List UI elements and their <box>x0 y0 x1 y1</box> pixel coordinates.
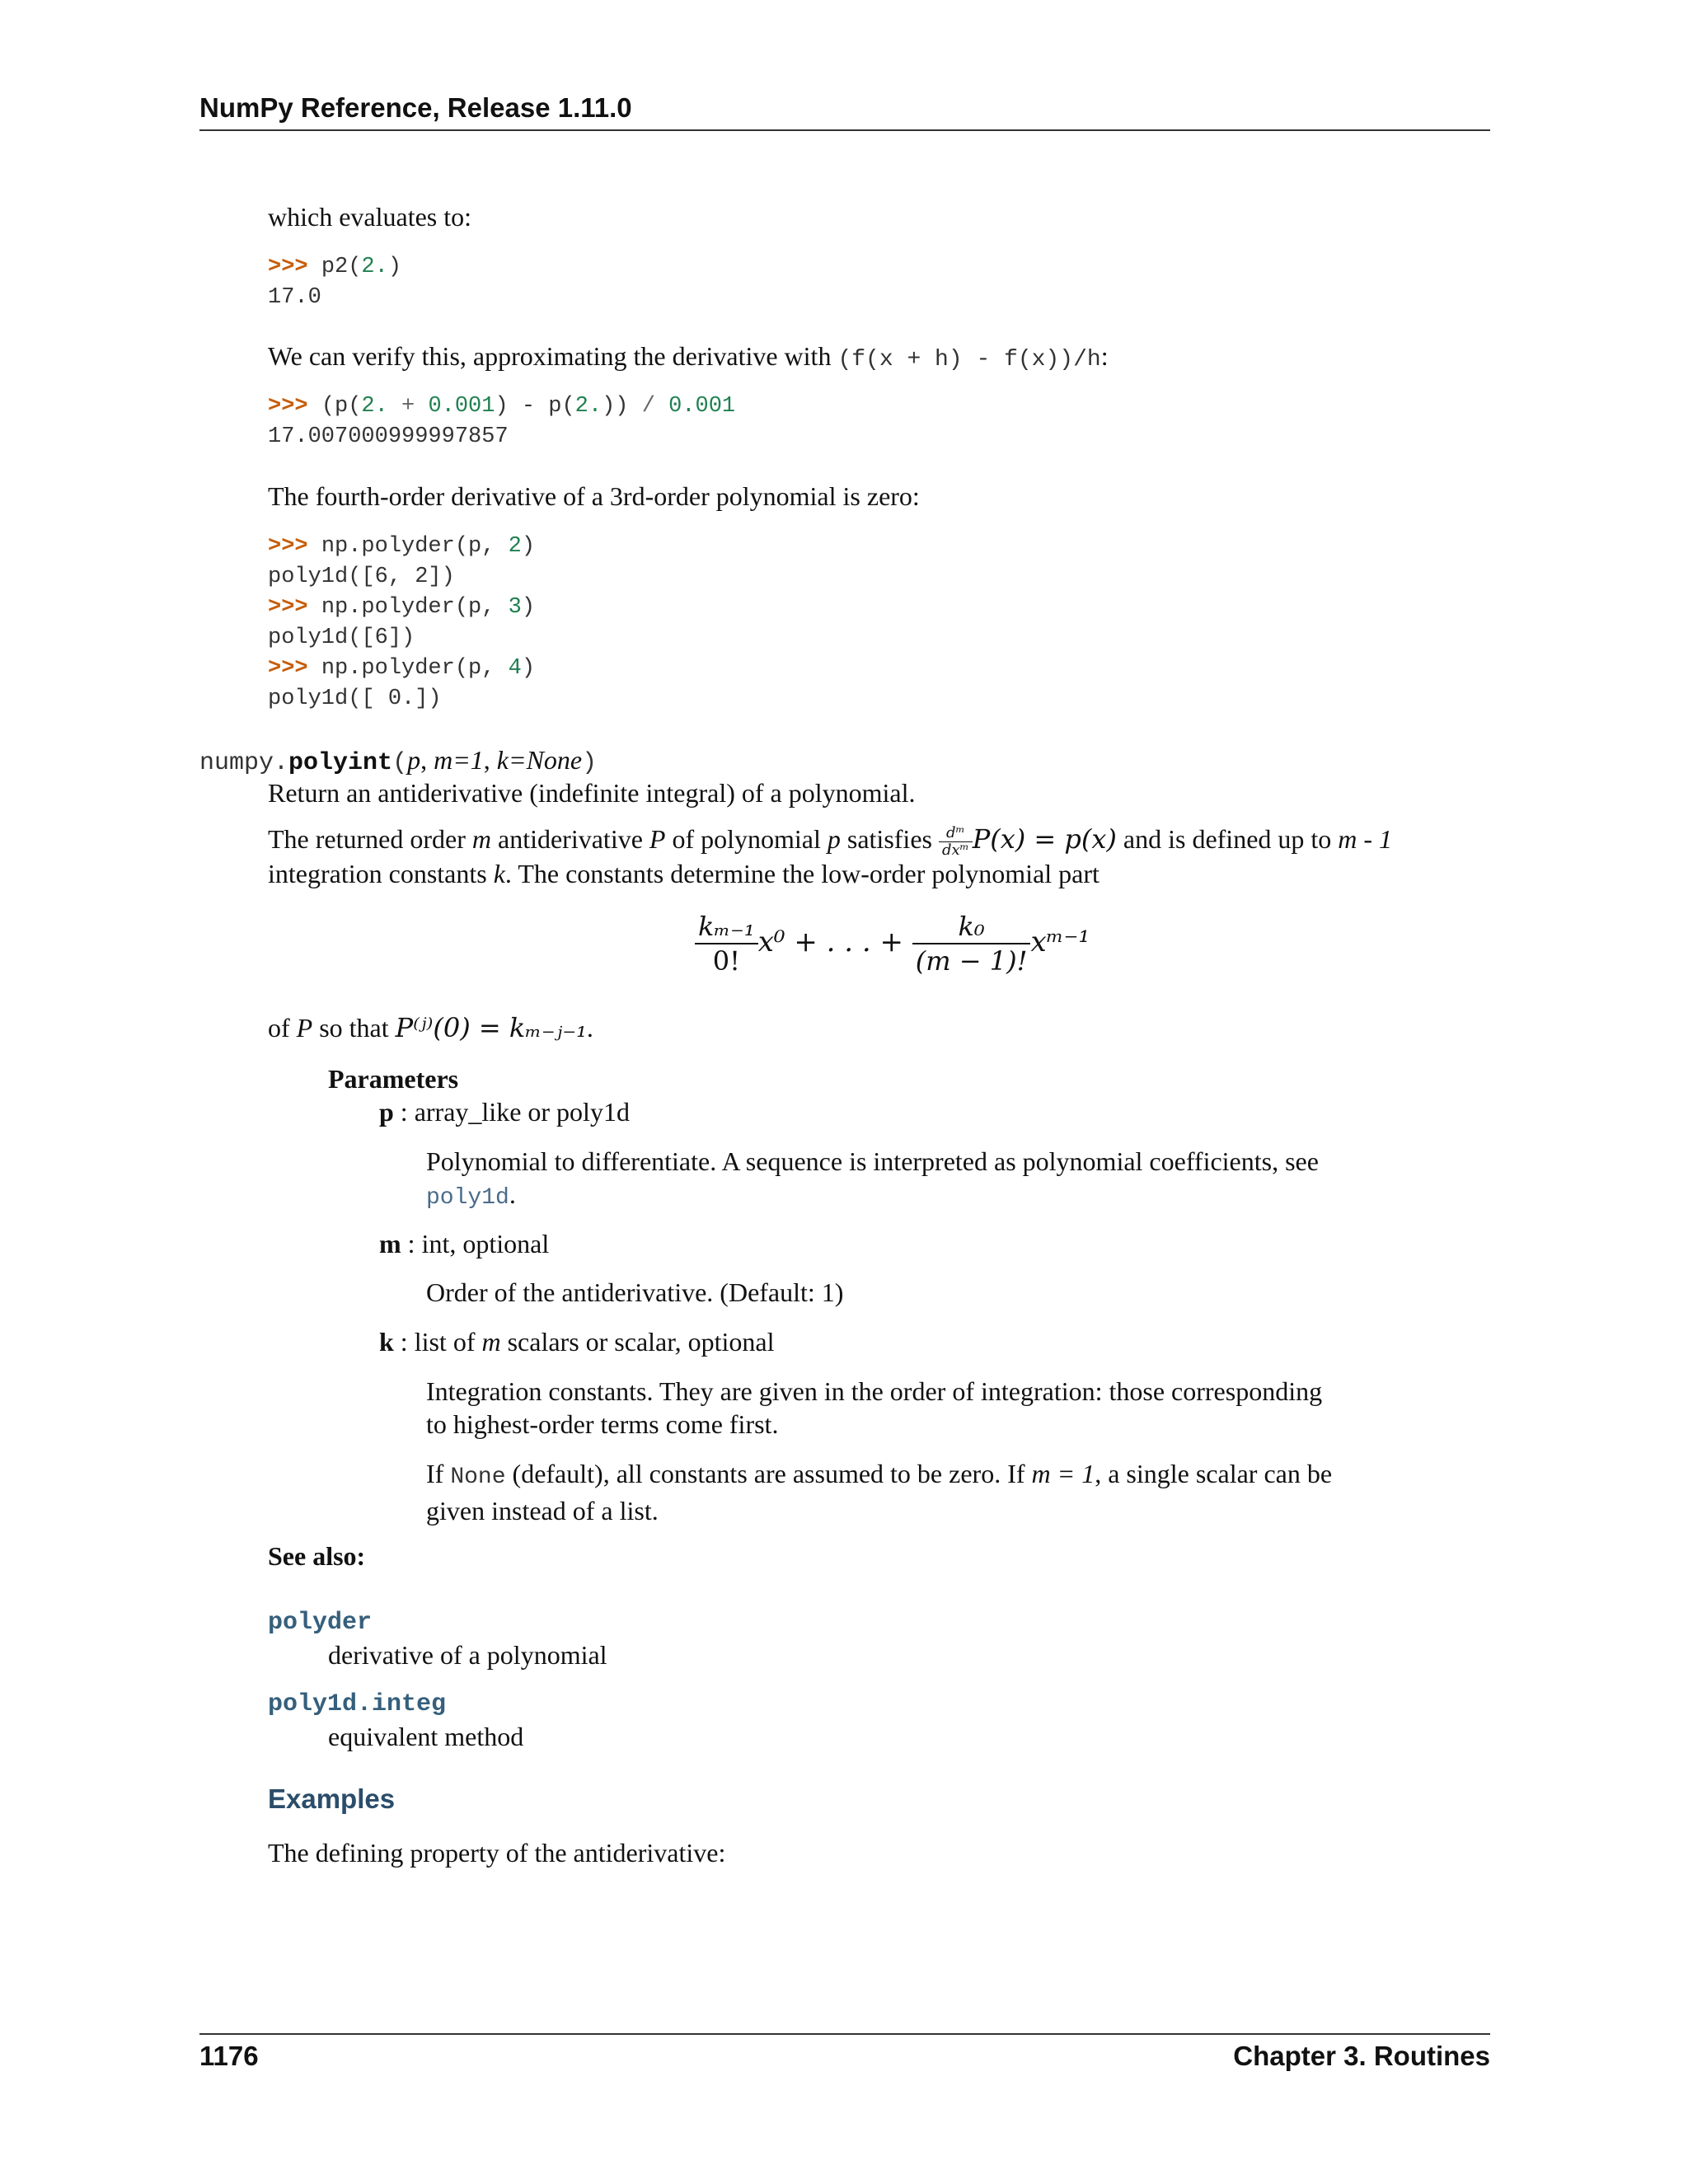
param-type: scalars or scalar, optional <box>507 1327 775 1357</box>
verify-text: We can verify this, approximating the derivative with <box>268 341 832 371</box>
code-close: ) <box>521 656 536 681</box>
math-equation: P⁽ʲ⁾(0) = kₘ₋ⱼ₋₁ <box>395 1012 587 1043</box>
param-type: : int, optional <box>407 1229 550 1258</box>
code-part: )) <box>602 394 629 419</box>
text: . <box>586 1013 593 1043</box>
code-call: np.polyder(p, <box>321 656 509 681</box>
frac-denominator: dxᵐ <box>941 841 969 860</box>
code-call: p2( <box>321 255 362 279</box>
code-close: ) <box>521 534 536 559</box>
signature-paren: ) <box>582 749 598 777</box>
signature-sep: , <box>420 745 434 775</box>
param-name: p <box>379 1097 394 1127</box>
signature-param: p <box>407 745 421 775</box>
text: . <box>509 1179 516 1209</box>
display-equation <box>695 910 1090 977</box>
see-also-polyder-link[interactable]: polyder <box>268 1609 373 1637</box>
param-m-desc: Order of the antiderivative. (Default: 1) <box>426 1277 844 1307</box>
examples-heading: Examples <box>268 1783 396 1814</box>
paragraph-evaluates: which evaluates to: <box>268 202 472 232</box>
page-number: 1176 <box>199 2041 259 2071</box>
code-close: ) <box>521 595 536 620</box>
derivative-fraction <box>939 825 973 859</box>
text: antiderivative <box>497 824 643 854</box>
eq-tail: xᵐ⁻¹ <box>1030 926 1090 958</box>
math-m: m <box>471 824 491 854</box>
code-prompt: >>> <box>268 656 308 681</box>
math-p: p <box>827 824 841 854</box>
code-call: np.polyder(p, <box>321 595 509 620</box>
code-output: 17.0 <box>268 285 321 310</box>
param-p-line <box>379 1095 630 1128</box>
code-output: 17.007000999997857 <box>268 424 509 449</box>
text: If <box>426 1459 444 1488</box>
paragraph-fourth-order: The fourth-order derivative of a 3rd-order polynomial is zero: <box>268 481 920 511</box>
verify-code: (f(x + h) - f(x))/h <box>837 347 1101 373</box>
text: given instead of a list. <box>426 1496 659 1526</box>
frac-denominator: (m − 1)! <box>915 945 1028 977</box>
code-block-p2 <box>268 252 401 313</box>
header-rule <box>199 129 1490 131</box>
code-arg: 2. <box>361 255 388 279</box>
code-operator: / <box>641 394 655 419</box>
text: satisfies <box>846 824 932 854</box>
param-k-desc-2 <box>426 1457 1332 1527</box>
param-desc: Polynomial to differentiate. A sequence is interpreted as polynomial coefficients, see <box>426 1146 1319 1176</box>
param-name: k <box>379 1327 394 1357</box>
see-also-poly1d-integ-link[interactable]: poly1d.integ <box>268 1690 447 1718</box>
text: integration constants <box>268 859 487 888</box>
poly1d-link[interactable]: poly1d <box>426 1185 509 1211</box>
frac-numerator: kₘ₋₁ <box>695 910 758 944</box>
code-block-approx <box>268 391 735 452</box>
code-output: poly1d([6]) <box>268 626 415 650</box>
of-P-line <box>268 1011 593 1044</box>
code-prompt: >>> <box>268 394 308 419</box>
code-block-polyder <box>268 532 535 715</box>
see-also-heading: See also: <box>268 1541 366 1571</box>
description-line-2 <box>268 857 1100 890</box>
chapter-title: Chapter 3. Routines <box>1233 2041 1490 2071</box>
code-output: poly1d([ 0.]) <box>268 687 442 711</box>
code-arg: 3 <box>508 595 522 620</box>
see-also-polyder-desc: derivative of a polynomial <box>328 1640 607 1670</box>
signature-name: polyint <box>288 749 393 777</box>
code-operator: + <box>401 394 415 419</box>
math-m-eq: m = 1 <box>1031 1459 1095 1488</box>
signature-paren: ( <box>392 749 408 777</box>
verify-colon: : <box>1100 341 1109 371</box>
frac-denominator: 0! <box>712 945 740 977</box>
signature-param: k=None <box>496 745 583 775</box>
examples-text: The defining property of the antiderivative: <box>268 1838 726 1868</box>
param-m-line <box>379 1227 549 1260</box>
text: , a single scalar can be <box>1095 1459 1333 1488</box>
math-k: k <box>493 859 505 888</box>
paragraph-verify <box>268 340 1109 377</box>
text: The returned order <box>268 824 466 854</box>
function-signature <box>199 743 597 780</box>
param-desc: Integration constants. They are given in the order of integration: those corresponding <box>426 1376 1323 1406</box>
code-part: (p( <box>321 394 362 419</box>
param-k-line <box>379 1325 775 1358</box>
code-arg: 2 <box>508 534 522 559</box>
summary: Return an antiderivative (indefinite integral) of a polynomial. <box>268 778 916 808</box>
code-arg: 4 <box>508 656 522 681</box>
signature-sep: , <box>483 745 497 775</box>
frac-numerator: k₀ <box>912 910 1031 944</box>
math-m: m <box>481 1327 501 1357</box>
code-none: None <box>450 1465 506 1490</box>
param-desc: to highest-order terms come first. <box>426 1409 779 1439</box>
param-type: : list of <box>400 1327 476 1357</box>
eq-middle: x⁰ + . . . + <box>757 926 903 958</box>
code-prompt: >>> <box>268 534 308 559</box>
math-m-minus-1: m - 1 <box>1338 824 1393 854</box>
signature-param: m=1 <box>434 745 484 775</box>
code-prompt: >>> <box>268 595 308 620</box>
text: of <box>268 1013 290 1043</box>
running-header: NumPy Reference, Release 1.11.0 <box>199 92 632 123</box>
eq-fraction-2 <box>912 910 1031 977</box>
text: and is defined up to <box>1123 824 1332 854</box>
code-number: 0.001 <box>428 394 495 419</box>
code-number: 0.001 <box>668 394 736 419</box>
code-part: ) - p( <box>495 394 575 419</box>
code-output: poly1d([6, 2]) <box>268 565 455 589</box>
see-also-poly1d-integ-desc: equivalent method <box>328 1722 524 1751</box>
code-call: np.polyder(p, <box>321 534 509 559</box>
code-number: 2. <box>361 394 388 419</box>
text: (default), all constants are assumed to be zero. If <box>512 1459 1025 1488</box>
code-prompt: >>> <box>268 255 308 279</box>
text: of polynomial <box>672 824 821 854</box>
param-p-desc <box>426 1145 1382 1215</box>
footer-rule <box>199 2033 1490 2035</box>
math-equation: P(x) = p(x) <box>972 823 1117 855</box>
eq-fraction-1 <box>695 910 758 977</box>
signature-module: numpy. <box>199 749 289 777</box>
code-number: 2. <box>574 394 603 419</box>
description-line-1 <box>268 823 1491 859</box>
code-close: ) <box>387 255 402 279</box>
param-name: m <box>379 1229 401 1258</box>
math-P: P <box>296 1013 313 1043</box>
param-type: : array_like or poly1d <box>400 1097 630 1127</box>
text: so that <box>319 1013 389 1043</box>
frac-numerator: dᵐ <box>939 825 973 842</box>
param-k-desc-1 <box>426 1375 1322 1441</box>
parameters-heading: Parameters <box>328 1064 459 1094</box>
math-P: P <box>649 824 666 854</box>
text: . The constants determine the low-order polynomial part <box>504 859 1100 888</box>
